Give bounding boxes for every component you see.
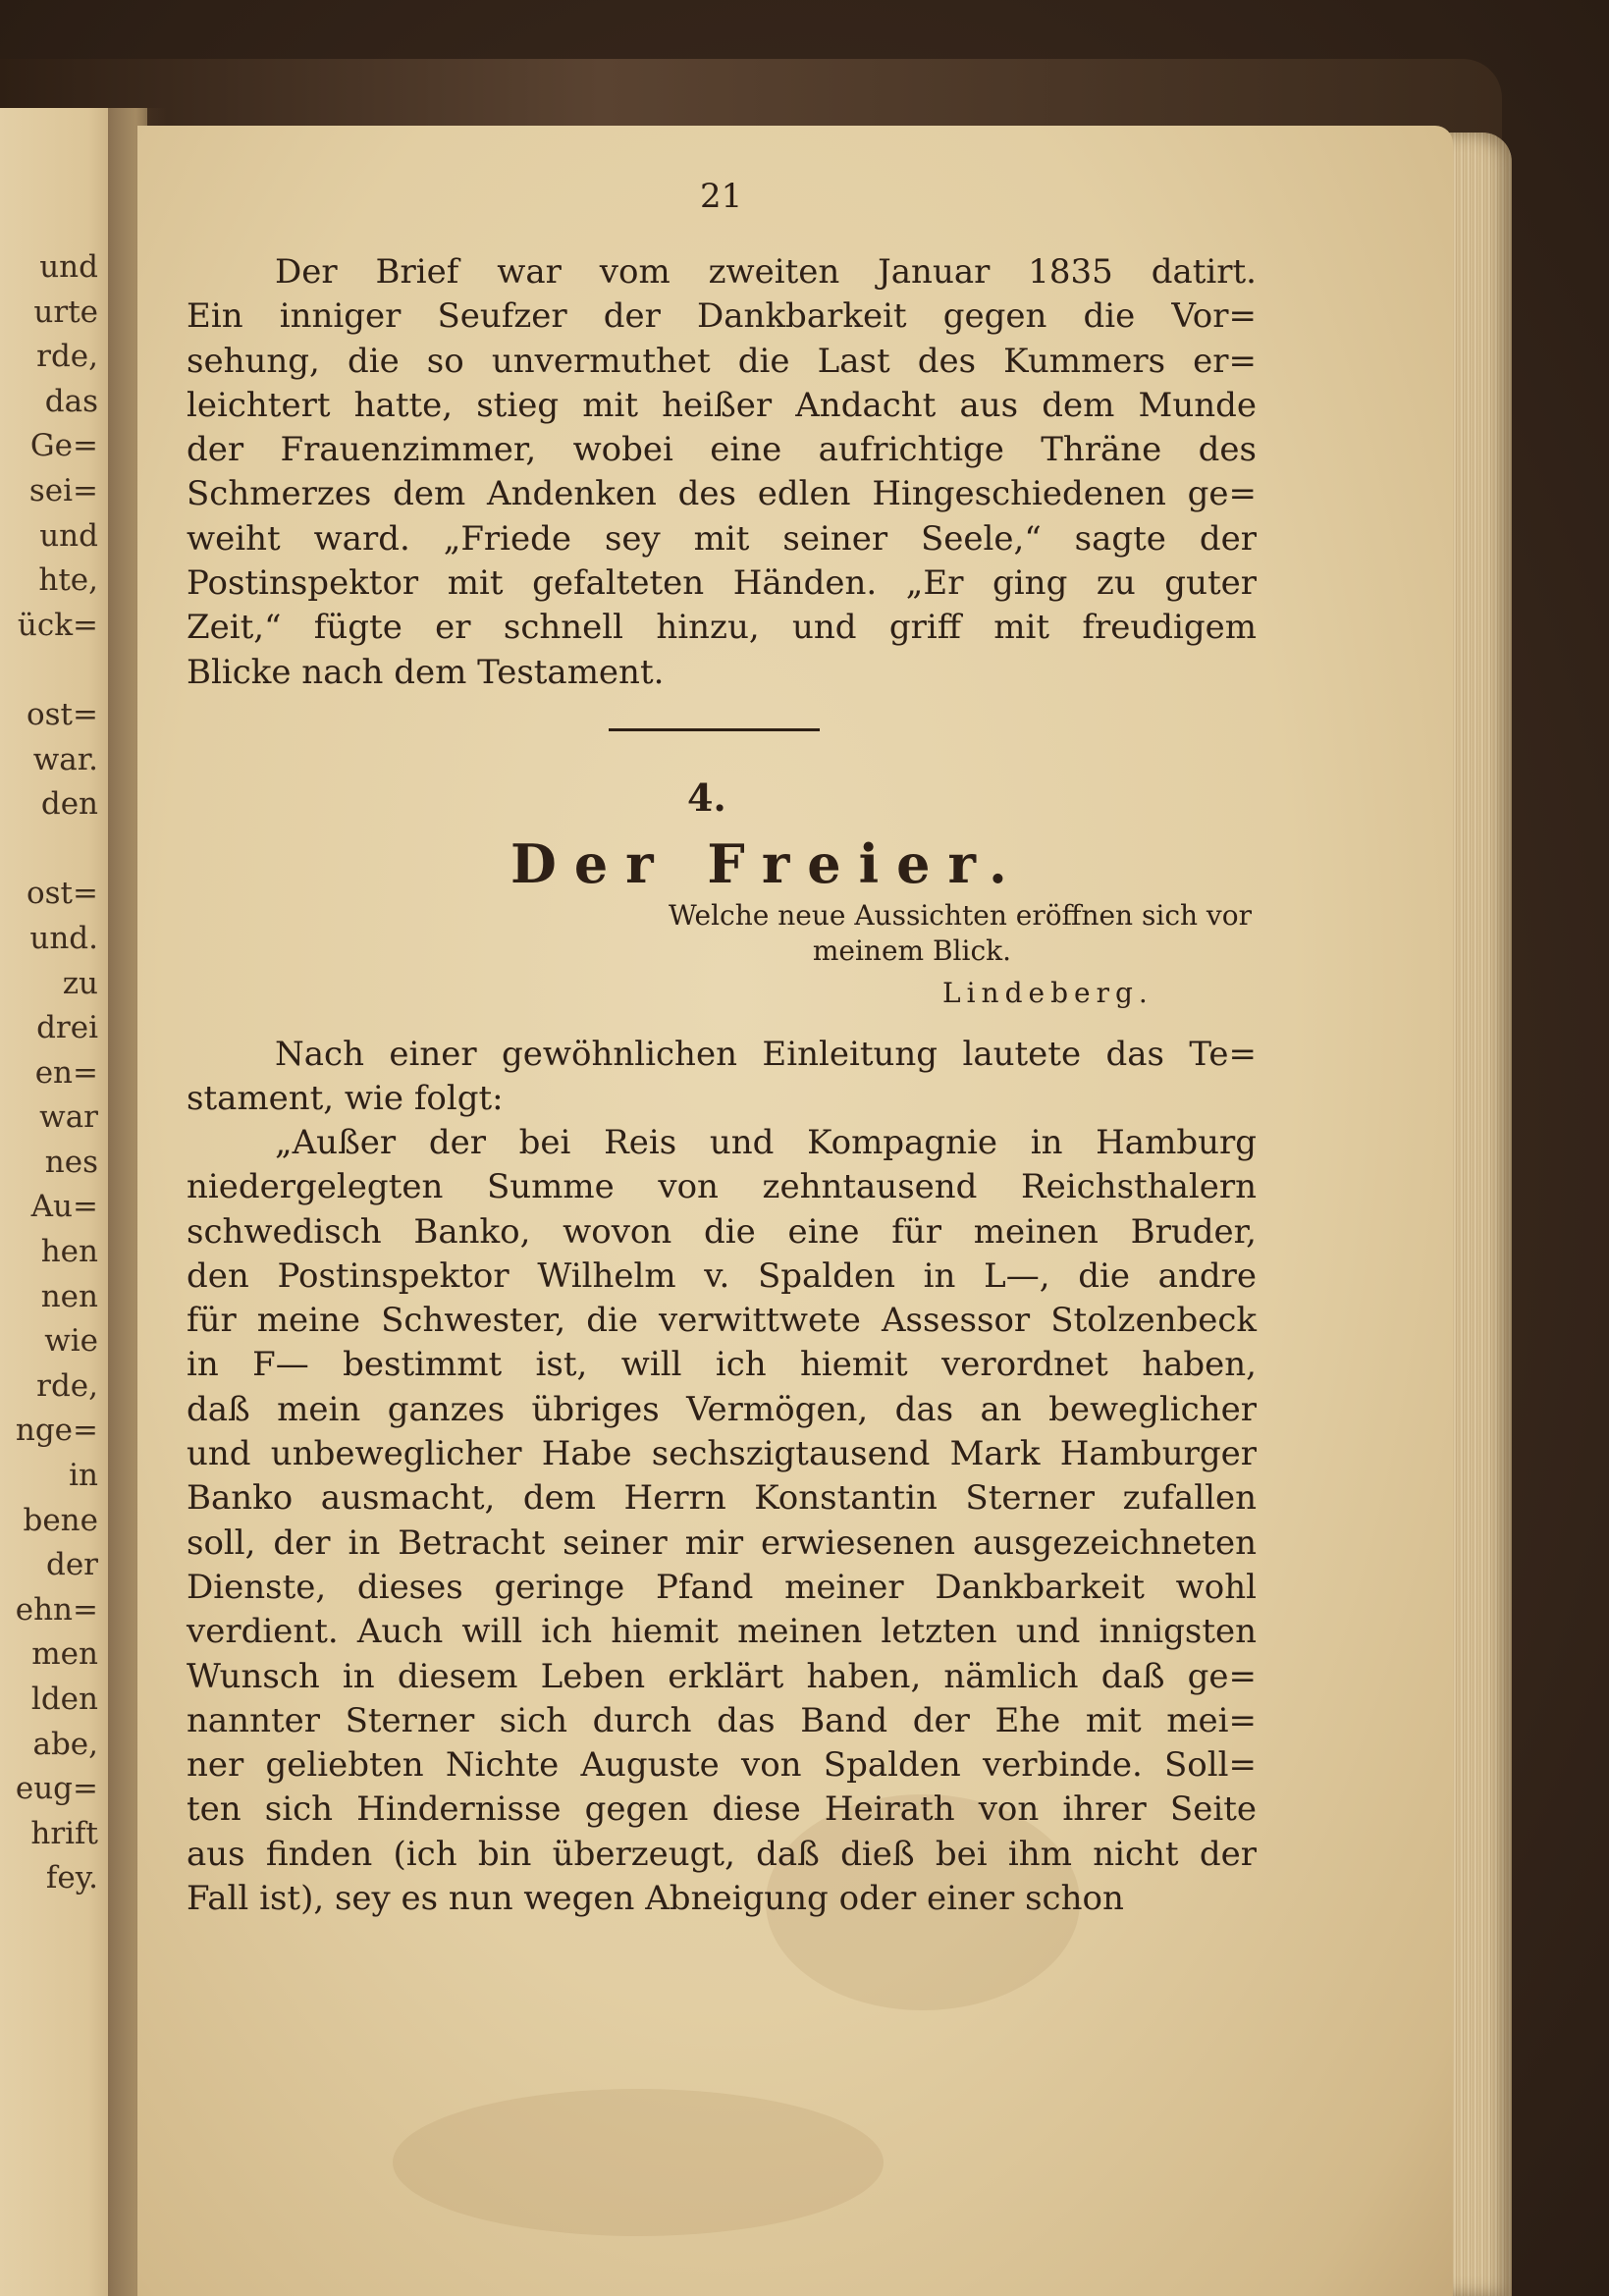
left-page-fragment: rde, [36,339,98,375]
left-page-fragment: ehn= [15,1591,98,1628]
paragraph-testament-intro [187,1033,1257,1122]
text-line: und unbeweglicher Habe sechszigtausend Mark Hamburger [187,1434,1257,1474]
left-page-fragment: eug= [15,1771,98,1807]
text-line: in F— bestimmt ist, will ich hiemit verordnet haben, [187,1345,1257,1385]
left-page-fragment: en= [34,1054,98,1091]
left-page-fragment: hte, [38,562,98,599]
text-line: Postinspektor mit gefalteten Händen. „Er ging zu guter [187,563,1257,604]
left-page-fragment: urte [33,294,98,330]
paper-stain [393,2089,884,2236]
epigraph-line: meinem Blick. [812,934,1011,967]
left-page-fragment: war [39,1099,98,1136]
left-page-fragment: Ge= [29,428,98,464]
left-page-fragment: das [44,383,98,419]
text-line: Fall ist), sey es nun wegen Abneigung oder einer schon [187,1879,1124,1919]
text-line: ner geliebten Nichte Auguste von Spalden verbinde. Soll= [187,1745,1257,1786]
left-page-fragment: und [39,249,98,285]
left-page-fragment: nge= [15,1413,98,1449]
text-line: daß mein ganzes übriges Vermögen, das an beweglicher [187,1389,1257,1429]
text-line: nannter Sterner sich durch das Band der Ehe mit mei= [187,1700,1257,1740]
epigraph-line: Welche neue Aussichten eröffnen sich vor [669,899,1252,932]
text-line: verdient. Auch will ich hiemit meinen letzten und innigsten [187,1612,1257,1652]
text-line: Schmerzes dem Andenken des edlen Hingeschiedenen ge= [187,474,1257,514]
text-line: Ein inniger Seufzer der Dankbarkeit gegen die Vor= [187,296,1257,337]
text-line: Zeit,“ fügte er schnell hinzu, und griff mit freudigem [187,608,1257,648]
page-number: 21 [700,177,743,216]
section-title: Der Freier. [510,832,1025,895]
left-page-fragment: bene [23,1502,98,1538]
left-page-fragment: Au= [30,1189,98,1225]
epigraph [618,898,1252,969]
text-line: stament, wie folgt: [187,1079,504,1119]
text-line: weiht ward. „Friede sey mit seiner Seele,“ sagte der [187,518,1257,559]
left-page-fragment: fey. [45,1860,98,1896]
text-line: sehung, die so unvermuthet die Last des Kummers er= [187,341,1257,381]
left-page-fragment: hen [40,1234,98,1270]
left-page-fragment: wie [44,1323,98,1360]
left-page-fragment: den [40,786,98,823]
epigraph-author: Lindeberg. [942,977,1153,1009]
left-page-fragment: der [45,1547,98,1583]
text-line: den Postinspektor Wilhelm v. Spalden in L—, die andre [187,1255,1257,1296]
text-line: ten sich Hindernisse gegen diese Heirath von ihrer Seite [187,1789,1257,1830]
left-page-fragment: nen [40,1278,98,1314]
left-page-fragment: in [69,1458,98,1494]
left-page-fragment: lden [30,1682,98,1717]
text-line: Blicke nach dem Testament. [187,652,665,692]
left-page-fragment: rde, [36,1367,98,1404]
left-page-fragment: drei [36,1010,98,1046]
left-page-fragment: hrift [30,1815,98,1851]
left-page-fragment: nes [44,1144,98,1180]
text-line: leichtert hatte, stieg mit heißer Andacht aus dem Munde [187,385,1257,425]
text-line: Nach einer gewöhnlichen Einleitung lautete das Te= [275,1035,1257,1074]
text-line: für meine Schwester, die verwittwete Assessor Stolzenbeck [187,1301,1257,1341]
left-page-fragment [0,828,98,873]
page-fore-edge [1443,133,1512,2296]
left-page-fragment: und [39,517,98,554]
text-line: „Außer der bei Reis und Kompagnie in Hamburg [275,1123,1257,1162]
left-page-fragment: abe, [32,1726,98,1762]
paragraph-testament [187,1121,1257,1921]
text-line: Wunsch in diesem Leben erklärt haben, nämlich daß ge= [187,1656,1257,1696]
left-page-fragment: zu [62,965,98,1001]
text-line: Dienste, dieses geringe Pfand meiner Dankbarkeit wohl [187,1567,1257,1607]
text-line: Banko ausmacht, dem Herrn Konstantin Sterner zufallen [187,1478,1257,1519]
section-number: 4. [687,775,726,820]
left-page-fragment: sei= [28,472,98,508]
left-page-text [0,245,98,1901]
text-line: der Frauenzimmer, wobei eine aufrichtige Thräne des [187,430,1257,470]
text-line: niedergelegten Summe von zehntausend Reichsthalern [187,1167,1257,1207]
text-line: aus finden (ich bin überzeugt, daß dieß bei ihm nicht der [187,1834,1257,1874]
left-page-fragment [0,648,98,693]
left-page-fragment: ück= [17,607,98,643]
left-page-fragment: ost= [26,876,98,912]
text-line: soll, der in Betracht seiner mir erwiesenen ausgezeichneten [187,1522,1257,1563]
left-page-fragment: men [31,1636,98,1673]
text-line: Der Brief war vom zweiten Januar 1835 datirt. [275,252,1257,292]
text-line: schwedisch Banko, wovon die eine für meinen Bruder, [187,1211,1257,1252]
paragraph-intro [187,250,1257,695]
left-page-fragment: war. [32,741,98,777]
left-page-fragment: und. [29,920,98,956]
left-page-fragment: ost= [26,696,98,732]
section-divider [609,728,820,731]
